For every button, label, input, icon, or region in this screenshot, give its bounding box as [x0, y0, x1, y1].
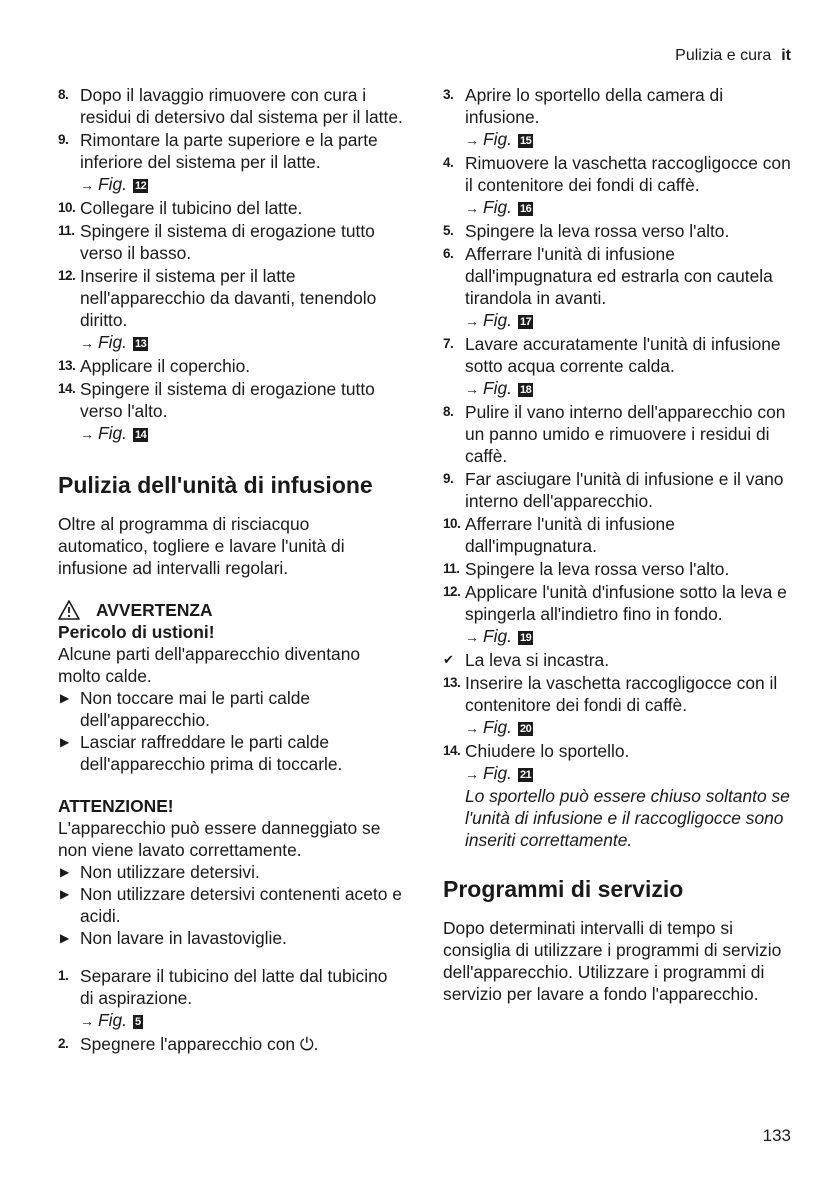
figure-number: 13 [135, 338, 147, 350]
section-intro-brewing-unit: Oltre al programma di risciacquo automatico, togliere e lavare l'unità di infusione ad intervalli regolari. [58, 514, 345, 578]
figure-label: Fig. [483, 197, 512, 217]
list-item [443, 220, 793, 242]
figure-reference [80, 173, 403, 196]
step-number: 10. [58, 200, 76, 215]
list-item [58, 965, 403, 1032]
step-number: 1. [58, 968, 69, 983]
step-note: Lo sportello può essere chiuso soltanto se l'unità di infusione e il raccogligocce sono inseriti correttamente. [465, 786, 790, 850]
list-item [58, 355, 403, 377]
steps-list-milk-system [58, 84, 403, 445]
page-header [675, 45, 791, 67]
list-item [443, 84, 793, 151]
triangle-bullet-icon: ▶ [60, 887, 70, 901]
figure-number: 12 [135, 180, 147, 192]
step-text: Chiudere lo sportello. [465, 741, 630, 761]
step-number: 13. [443, 675, 461, 690]
list-item [443, 468, 793, 512]
step-number: 9. [58, 132, 69, 147]
step-number: 3. [443, 87, 454, 102]
arrow-right-icon: → [80, 426, 94, 442]
step-text: Dopo il lavaggio rimuovere con cura i residui di detersivo dal sistema per il latte. [80, 85, 403, 127]
section-title-brewing-unit: Pulizia dell'unità di infusione [58, 472, 373, 498]
list-item [58, 129, 403, 196]
arrow-right-icon: → [465, 720, 479, 736]
step-text: La leva si incastra. [465, 650, 610, 670]
attention-text: L'apparecchio può essere danneggiato se non viene lavato correttamente. [58, 818, 381, 860]
attention-label: ATTENZIONE! [58, 796, 174, 816]
bullet-text: Non utilizzare detersivi. [80, 862, 260, 882]
step-text: Applicare il coperchio. [80, 356, 251, 376]
left-column [58, 84, 403, 1056]
figure-label: Fig. [483, 378, 512, 398]
list-item [443, 333, 793, 400]
list-item [58, 220, 403, 264]
step-text: Far asciugare l'unità di infusione e il vano interno dell'apparecchio. [465, 469, 784, 511]
list-item [58, 1033, 403, 1055]
step-text: Afferrare l'unità di infusione dall'impugnatura. [465, 514, 675, 556]
step-number: 11. [58, 223, 75, 238]
step-number: 14. [58, 381, 76, 396]
figure-label: Fig. [98, 332, 127, 352]
step-text: Afferrare l'unità di infusione dall'impugnatura ed estrarla con cautela tirandola in avanti. [465, 244, 773, 308]
figure-number: 19 [520, 632, 532, 644]
step-number: 13. [58, 358, 76, 373]
list-item [58, 84, 403, 128]
step-number: 5. [443, 223, 454, 238]
step-number: 12. [443, 584, 461, 599]
list-item [58, 883, 403, 927]
figure-reference [80, 422, 403, 445]
step-text: Spegnere l'apparecchio con ⏻. [80, 1034, 319, 1054]
bullet-text: Lasciar raffreddare le parti calde dell'apparecchio prima di toccarle. [80, 732, 343, 774]
checkmark-icon: ✔ [443, 652, 454, 667]
step-text: Separare il tubicino del latte dal tubicino di aspirazione. [80, 966, 388, 1008]
figure-reference [465, 128, 793, 151]
warning-triangle-icon [58, 600, 80, 620]
step-number: 7. [443, 336, 454, 351]
right-column [443, 84, 793, 1005]
step-text: Spingere la leva rossa verso l'alto. [465, 221, 730, 241]
figure-reference [465, 716, 793, 739]
figure-reference [80, 331, 403, 354]
bullet-text: Non lavare in lavastoviglie. [80, 928, 287, 948]
step-number: 4. [443, 155, 454, 170]
figure-reference [465, 309, 793, 332]
list-item [58, 197, 403, 219]
figure-label: Fig. [483, 310, 512, 330]
triangle-bullet-icon: ▶ [60, 735, 70, 749]
step-text: Rimuovere la vaschetta raccogligocce con il contenitore dei fondi di caffè. [465, 153, 791, 195]
attention-list [58, 861, 403, 949]
step-number: 2. [58, 1036, 69, 1051]
figure-number: 15 [520, 135, 532, 147]
figure-label: Fig. [483, 129, 512, 149]
figure-label: Fig. [98, 423, 127, 443]
arrow-right-icon: → [465, 132, 479, 148]
list-item [443, 740, 793, 851]
list-item [58, 378, 403, 445]
list-item [443, 581, 793, 648]
figure-reference [465, 196, 793, 219]
step-number: 9. [443, 471, 454, 486]
step-text: Inserire la vaschetta raccogligocce con il contenitore dei fondi di caffè. [465, 673, 778, 715]
figure-number: 5 [135, 1016, 141, 1028]
figure-number: 21 [520, 769, 532, 781]
step-number: 11. [443, 561, 460, 576]
figure-reference [465, 625, 793, 648]
list-item [443, 152, 793, 219]
arrow-right-icon: → [80, 177, 94, 193]
arrow-right-icon: → [465, 381, 479, 397]
section-name: Pulizia e cura [675, 47, 772, 64]
steps-list-brewing-unit [443, 84, 793, 851]
figure-number: 14 [135, 429, 147, 441]
figure-label: Fig. [98, 174, 127, 194]
step-text: Spingere la leva rossa verso l'alto. [465, 559, 730, 579]
arrow-right-icon: → [465, 313, 479, 329]
arrow-right-icon: → [465, 766, 479, 782]
figure-reference [465, 762, 793, 785]
step-text: Rimontare la parte superiore e la parte inferiore del sistema per il latte. [80, 130, 378, 172]
figure-number: 20 [520, 723, 532, 735]
steps-list-brewing-unit-start [58, 965, 403, 1055]
triangle-bullet-icon: ▶ [60, 865, 70, 879]
arrow-right-icon: → [80, 335, 94, 351]
list-item [443, 401, 793, 467]
language-code: it [781, 47, 791, 64]
step-number: 10. [443, 516, 461, 531]
list-item [58, 687, 403, 731]
section-intro-service-programs: Dopo determinati intervalli di tempo si consiglia di utilizzare i programmi di servizio dell'apparecchio. Utilizzare i programmi di servizio per lavare a fondo l'apparecchio. [443, 918, 782, 1004]
figure-reference [80, 1009, 403, 1032]
warning-heading [58, 599, 403, 621]
list-item [443, 558, 793, 580]
figure-label: Fig. [98, 1010, 127, 1030]
arrow-right-icon: → [465, 629, 479, 645]
bullet-text: Non toccare mai le parti calde dell'apparecchio. [80, 688, 311, 730]
page-number: 133 [762, 1126, 791, 1145]
arrow-right-icon: → [465, 200, 479, 216]
warning-text: Alcune parti dell'apparecchio diventano molto calde. [58, 644, 361, 686]
list-item [58, 731, 403, 775]
figure-label: Fig. [483, 626, 512, 646]
list-item [443, 672, 793, 739]
step-number: 14. [443, 743, 461, 758]
arrow-right-icon: → [80, 1013, 94, 1029]
figure-reference [465, 377, 793, 400]
triangle-bullet-icon: ▶ [60, 931, 70, 945]
step-text: Aprire lo sportello della camera di infusione. [465, 85, 724, 127]
step-text: Collegare il tubicino del latte. [80, 198, 303, 218]
step-number: 12. [58, 268, 76, 283]
list-item [443, 649, 793, 671]
step-text: Lavare accuratamente l'unità di infusione sotto acqua corrente calda. [465, 334, 781, 376]
step-number: 8. [58, 87, 69, 102]
step-text: Spingere il sistema di erogazione tutto verso il basso. [80, 221, 375, 263]
step-text: Inserire il sistema per il latte nell'apparecchio da davanti, tenendolo diritto. [80, 266, 377, 330]
step-number: 6. [443, 246, 454, 261]
step-number: 8. [443, 404, 454, 419]
step-text: Spingere il sistema di erogazione tutto verso l'alto. [80, 379, 375, 421]
figure-label: Fig. [483, 763, 512, 783]
figure-number: 18 [520, 384, 532, 396]
bullet-text: Non utilizzare detersivi contenenti aceto e acidi. [80, 884, 402, 926]
list-item [443, 513, 793, 557]
figure-number: 16 [520, 203, 532, 215]
list-item [58, 265, 403, 354]
section-title-service-programs: Programmi di servizio [443, 876, 684, 902]
warning-label: AVVERTENZA [96, 600, 213, 620]
figure-label: Fig. [483, 717, 512, 737]
list-item [443, 243, 793, 332]
step-text: Pulire il vano interno dell'apparecchio con un panno umido e rimuovere i residui di caffè. [465, 402, 786, 466]
triangle-bullet-icon: ▶ [60, 691, 70, 705]
figure-number: 17 [520, 316, 532, 328]
list-item [58, 861, 403, 883]
warning-list [58, 687, 403, 775]
step-text: Applicare l'unità d'infusione sotto la leva e spingerla all'indietro fino in fondo. [465, 582, 787, 624]
list-item [58, 927, 403, 949]
warning-subtitle: Pericolo di ustioni! [58, 622, 215, 642]
